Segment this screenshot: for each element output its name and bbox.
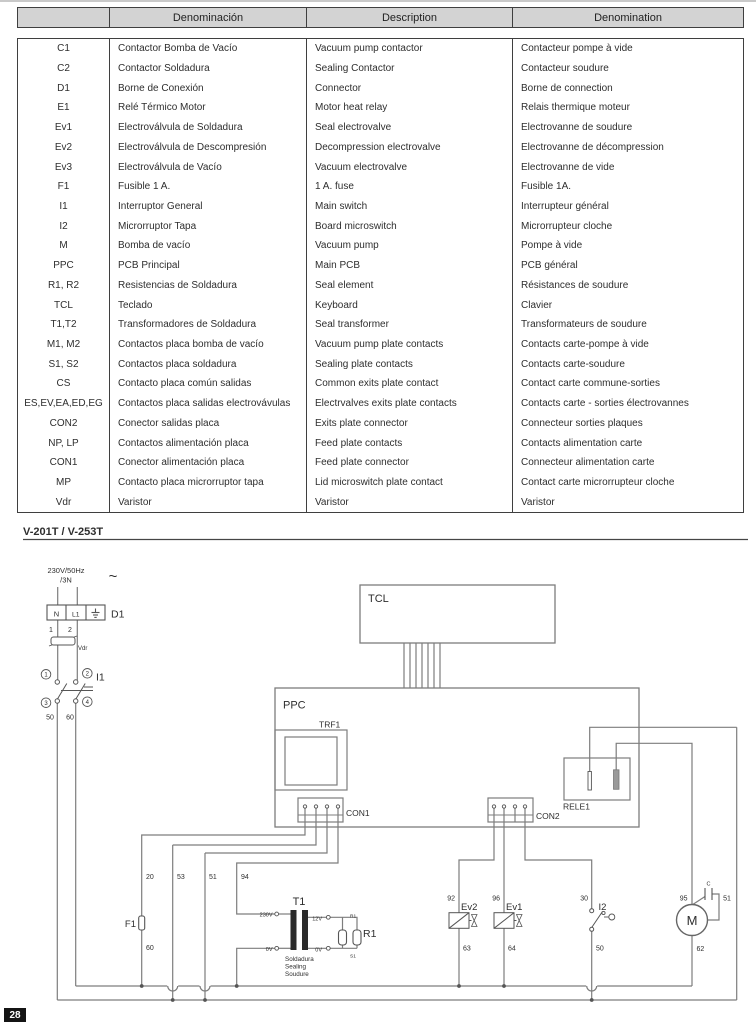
- row-denominacion: Contacto placa microrruptor tapa: [109, 473, 306, 493]
- terminal-pin1-label: 1: [49, 627, 53, 634]
- row-denominacion: Interruptor General: [109, 197, 306, 217]
- con2-label: CON2: [536, 811, 560, 821]
- row-denomination: Interrupteur général: [512, 197, 743, 217]
- row-code: TCL: [54, 299, 73, 311]
- ac-tilde-symbol: ~: [108, 568, 118, 585]
- row-description: Motor heat relay: [306, 98, 512, 118]
- wire-95-label: 95: [679, 895, 688, 903]
- primary-0v-label: 0V: [265, 947, 273, 953]
- trf1-label: TRF1: [319, 719, 341, 730]
- table-row: [18, 335, 743, 355]
- row-code: D1: [57, 82, 70, 94]
- contact-2-label: 2: [85, 671, 89, 678]
- con1-label: CON1: [346, 808, 370, 818]
- row-denomination: Connecteur alimentation carte: [512, 453, 743, 473]
- ev1-label: Ev1: [506, 902, 523, 913]
- wiring-diagram: [0, 520, 756, 1024]
- row-description: Vacuum pump contactor: [306, 39, 512, 59]
- row-code: I2: [59, 220, 68, 232]
- row-denominacion: Contacto placa común salidas: [109, 374, 306, 394]
- row-code: CS: [56, 378, 71, 390]
- row-denomination: Transformateurs de soudure: [512, 315, 743, 335]
- row-denominacion: Varistor: [109, 492, 306, 512]
- wire-96-label: 96: [492, 895, 500, 903]
- table-row: [18, 138, 743, 158]
- contact-1-label: 1: [44, 672, 48, 679]
- header-cell-description: Description: [306, 8, 512, 27]
- row-denominacion: Conector alimentación placa: [109, 453, 306, 473]
- row-denomination: Contacts carte-pompe à vide: [512, 335, 743, 355]
- table-row: [18, 473, 743, 493]
- row-description: Keyboard: [306, 295, 512, 315]
- row-denominacion: Transformadores de Soldadura: [109, 315, 306, 335]
- row-denominacion: Contactos placa salidas electrovávulas: [109, 394, 306, 414]
- table-row: [18, 256, 743, 276]
- row-description: Board microswitch: [306, 216, 512, 236]
- s1-pin-label: S1: [350, 954, 356, 960]
- wire-94-label: 94: [241, 874, 249, 881]
- table-row: [18, 374, 743, 394]
- row-description: Connector: [306, 78, 512, 98]
- row-code: MP: [56, 476, 71, 488]
- row-code: Ev3: [54, 161, 73, 173]
- ppc-label: PPC: [283, 699, 306, 712]
- table-row: [18, 453, 743, 473]
- wire-53-label: 53: [177, 874, 185, 881]
- varistor-symbol: [49, 636, 77, 646]
- row-denomination: Connecteur sorties plaques: [512, 413, 743, 433]
- row-code: PPC: [53, 260, 74, 272]
- row-denomination: Microrrupteur cloche: [512, 216, 743, 236]
- r1-pin-label: R1: [350, 914, 357, 920]
- row-description: Vacuum electrovalve: [306, 157, 512, 177]
- weld-label-es: Soldadura: [285, 956, 314, 963]
- trf1-box: [275, 730, 347, 790]
- row-code: Vdr: [55, 496, 72, 508]
- row-description: Feed plate contacts: [306, 433, 512, 453]
- wire-51-label: 51: [209, 874, 217, 881]
- row-denominacion: Contactos placa bomba de vacío: [109, 335, 306, 355]
- row-denomination: Electrovanne de vide: [512, 157, 743, 177]
- row-denomination: Clavier: [512, 295, 743, 315]
- row-code: CON1: [49, 457, 78, 469]
- row-description: Seal element: [306, 276, 512, 296]
- row-code: ES,EV,EA,ED,EG: [24, 398, 103, 410]
- row-description: Vacuum pump plate contacts: [306, 335, 512, 355]
- ev2-label: Ev2: [461, 902, 478, 913]
- row-denominacion: Bomba de vacío: [109, 236, 306, 256]
- row-denomination: Contacteur soudure: [512, 59, 743, 79]
- table-row: [18, 39, 743, 59]
- row-description: Main PCB: [306, 256, 512, 276]
- table-row: [18, 354, 743, 374]
- header-cell-denominacion: Denominación: [109, 8, 306, 27]
- wire-62-label: 62: [696, 946, 705, 953]
- row-code: T1,T2: [50, 319, 77, 331]
- row-denomination: Electrovanne de décompression: [512, 138, 743, 158]
- table-row: [18, 98, 743, 118]
- table-row: [18, 315, 743, 335]
- row-denominacion: Teclado: [109, 295, 306, 315]
- row-denomination: PCB général: [512, 256, 743, 276]
- wire-92-label: 92: [447, 895, 455, 903]
- row-denominacion: Conector salidas placa: [109, 413, 306, 433]
- fuse-f1-symbol: [139, 916, 145, 930]
- row-denominacion: Electroválvula de Vacío: [109, 157, 306, 177]
- row-code: R1, R2: [47, 279, 80, 291]
- row-description: Common exits plate contact: [306, 374, 512, 394]
- table-row: [18, 59, 743, 79]
- row-code: M1, M2: [46, 338, 81, 350]
- f1-label: F1: [124, 919, 136, 930]
- r1-label: R1: [363, 928, 377, 940]
- supply-labels: [47, 566, 117, 585]
- table-row: [18, 236, 743, 256]
- contact-4-label: 4: [85, 700, 89, 706]
- table-row: [18, 78, 743, 98]
- row-denomination: Contacts alimentation carte: [512, 433, 743, 453]
- table-row: [18, 177, 743, 197]
- wire-20-label: 20: [146, 874, 154, 881]
- terminal-pin2-label: 2: [68, 627, 72, 634]
- row-denomination: Relais thermique moteur: [512, 98, 743, 118]
- table-row: [18, 394, 743, 414]
- row-code: E1: [57, 102, 70, 114]
- seal-element-r1: [339, 930, 362, 945]
- row-description: Varistor: [306, 492, 512, 512]
- tcl-box: [360, 585, 555, 643]
- row-code: C1: [57, 43, 70, 55]
- capacitor-c-label: C: [706, 881, 711, 888]
- row-denomination: Contact carte commune-sorties: [512, 374, 743, 394]
- row-denominacion: Relé Térmico Motor: [109, 98, 306, 118]
- row-description: Main switch: [306, 197, 512, 217]
- bottom-buses: [57, 845, 736, 1000]
- table-body: [17, 38, 744, 513]
- table-row: [18, 413, 743, 433]
- main-switch-i1: [41, 669, 93, 708]
- row-denominacion: Contactos placa soldadura: [109, 354, 306, 374]
- tcl-label: TCL: [368, 593, 389, 605]
- wire-63-label: 63: [463, 945, 471, 953]
- row-code: F1: [57, 181, 70, 193]
- secondary-0v-label: 0V: [315, 947, 322, 954]
- table-row: [18, 295, 743, 315]
- row-description: Electrvalves exits plate contacts: [306, 394, 512, 414]
- wires: [57, 587, 736, 1000]
- row-description: Seal electrovalve: [306, 118, 512, 138]
- row-code: CON2: [49, 417, 78, 429]
- diagram-title-text: V-201T / V-253T: [23, 526, 104, 538]
- table-row: [18, 157, 743, 177]
- secondary-12v-label: 12V: [312, 916, 322, 923]
- vdr-label: Vdr: [78, 646, 88, 652]
- weld-label-en: Sealing: [285, 963, 307, 971]
- motor-capacitor: [705, 888, 712, 900]
- row-description: 1 A. fuse: [306, 177, 512, 197]
- row-denominacion: Electroválvula de Descompresión: [109, 138, 306, 158]
- d1-label: D1: [111, 608, 125, 621]
- row-denomination: Electrovanne de soudure: [512, 118, 743, 138]
- row-description: Vacuum pump: [306, 236, 512, 256]
- rele1-label: RELE1: [563, 801, 590, 812]
- table-row: [18, 492, 743, 512]
- supply-voltage-label: 230V/50Hz: [47, 566, 85, 575]
- row-description: Sealing Contactor: [306, 59, 512, 79]
- table-row: [18, 197, 743, 217]
- weld-label-fr: Soudure: [285, 971, 309, 978]
- terminal-n-label: N: [53, 609, 60, 619]
- header-cell-code: [18, 8, 109, 27]
- row-denominacion: Resistencias de Soldadura: [109, 276, 306, 296]
- row-code: Ev1: [54, 122, 73, 134]
- table-row: [18, 276, 743, 296]
- row-denomination: Borne de connection: [512, 78, 743, 98]
- row-denominacion: Contactos alimentación placa: [109, 433, 306, 453]
- table-row: [18, 118, 743, 138]
- row-denomination: Contacts carte-soudure: [512, 354, 743, 374]
- wire-51b-label: 51: [723, 895, 731, 903]
- row-denominacion: Fusible 1 A.: [109, 177, 306, 197]
- row-denomination: Résistances de soudure: [512, 276, 743, 296]
- t1-label: T1: [292, 896, 306, 908]
- wire-50b-label: 50: [596, 945, 604, 953]
- earth-icon: [92, 609, 100, 618]
- diagram-title: [23, 526, 748, 540]
- row-denominacion: PCB Principal: [109, 256, 306, 276]
- electrovalve-ev2: [449, 913, 477, 929]
- motor-m-label: M: [686, 913, 698, 928]
- row-code: C2: [57, 63, 70, 75]
- row-denominacion: Contactor Bomba de Vacío: [109, 39, 306, 59]
- electrovalve-ev1: [494, 913, 522, 929]
- row-denomination: Pompe à vide: [512, 236, 743, 256]
- row-denominacion: Microrruptor Tapa: [109, 216, 306, 236]
- row-description: Seal transformer: [306, 315, 512, 335]
- row-denomination: Varistor: [512, 492, 743, 512]
- header-cell-denomination: Denomination: [512, 8, 743, 27]
- wire-30-label: 30: [580, 895, 588, 903]
- table-row: [18, 433, 743, 453]
- wire-64-label: 64: [508, 945, 516, 953]
- contact-3-label: 3: [44, 701, 48, 707]
- supply-phase-label: /3N: [60, 575, 72, 585]
- row-code: Ev2: [54, 141, 73, 153]
- terminal-l1-label: L1: [72, 611, 80, 619]
- i1-label: I1: [96, 671, 105, 684]
- row-code: M: [59, 240, 68, 252]
- row-description: Exits plate connector: [306, 413, 512, 433]
- row-description: Lid microswitch plate contact: [306, 473, 512, 493]
- row-description: Decompression electrovalve: [306, 138, 512, 158]
- row-description: Feed plate connector: [306, 453, 512, 473]
- row-denomination: Contacteur pompe à vide: [512, 39, 743, 59]
- row-denomination: Contact carte microrrupteur cloche: [512, 473, 743, 493]
- legend-table-header: [17, 7, 744, 28]
- wire-60b-label: 60: [146, 945, 154, 952]
- row-denomination: Contacts carte - sorties électrovannes: [512, 394, 743, 414]
- row-denomination: Fusible 1A.: [512, 177, 743, 197]
- page-top-edge: [0, 0, 756, 2]
- row-code: I1: [59, 201, 68, 213]
- row-code: NP, LP: [48, 437, 79, 449]
- row-denominacion: Electroválvula de Soldadura: [109, 118, 306, 138]
- rele1-relay: [564, 758, 630, 800]
- row-denominacion: Borne de Conexión: [109, 78, 306, 98]
- table-row: [18, 216, 743, 236]
- i2-label: I2: [598, 902, 607, 913]
- row-denominacion: Contactor Soldadura: [109, 59, 306, 79]
- con2-connector: [488, 798, 533, 822]
- wire-60-label: 60: [66, 714, 74, 722]
- primary-230v-label: 230V: [259, 912, 273, 919]
- wire-50-label: 50: [46, 714, 54, 722]
- row-code: S1, S2: [48, 358, 79, 370]
- page-number-badge: 28: [4, 1008, 26, 1022]
- row-description: Sealing plate contacts: [306, 354, 512, 374]
